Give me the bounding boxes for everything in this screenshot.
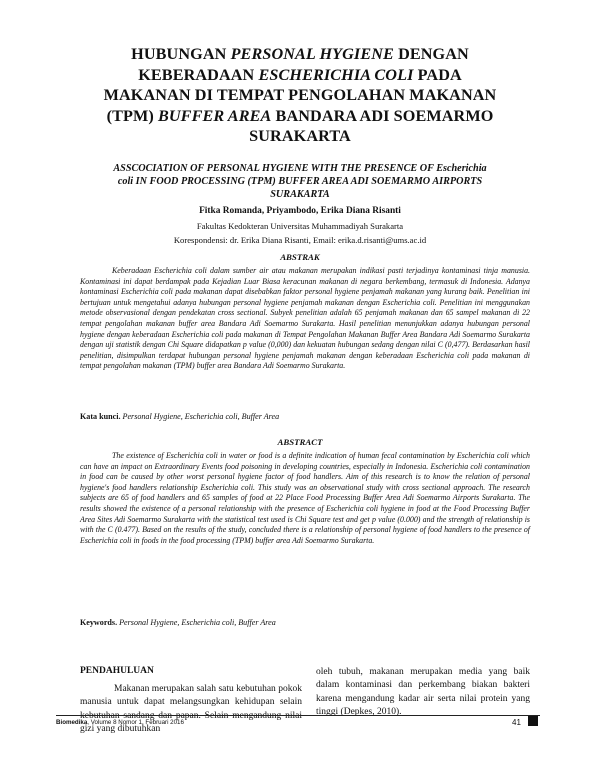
abstract-heading: ABSTRACT xyxy=(277,437,323,447)
title-text: BANDARA ADI SOEMARMO xyxy=(271,106,494,125)
title-italic: ESCHERICHIA COLI xyxy=(258,65,414,84)
keywords-label: Keywords. xyxy=(80,618,118,627)
english-title-line-2: coli IN FOOD PROCESSING (TPM) BUFFER AREA ADI SOEMARMO AIRPORTS xyxy=(117,176,483,187)
intro-left-column xyxy=(80,683,302,737)
footer-journal: Biomedika xyxy=(56,719,88,726)
title-line-5: SURAKARTA xyxy=(249,127,351,145)
footer-issue: , Volume 8 Nomor 1, Februari 2016 xyxy=(87,719,184,726)
title-line-1 xyxy=(60,44,540,65)
kata-kunci-label: Kata kunci. xyxy=(80,412,121,421)
article-title xyxy=(60,44,540,147)
title-text: (TPM) xyxy=(106,106,158,125)
author-list: Fitka Romanda, Priyambodo, Erika Diana Risanti xyxy=(199,206,401,216)
english-title-line-3: SURAKARTA xyxy=(270,189,330,200)
abstrak-body: Keberadaan Escherichia coli dalam sumber air atau makanan merupakan indikasi pasti terjadinya kontaminasi tinja manusia. Kontaminasi ini dapat berdampak pada Kejadian Luar Biasa keracunan makanan di negara berkembang, termasuk di Indonesia. Adanya kontaminasi Escherichia coli pada makanan dapat disebabkan faktor personal hygiene penjamah makanan yang kurang baik. Penelitian ini bertujuan untuk mengetahui adanya hubungan personal hygiene penjamah makanan dengan Escherichia coli. Penelitian ini menggunakan metode observasional dengan pendekatan cross sectional. Subyek penelitian adalah 65 penjamah makanan dan 65 sampel makanan di 22 tempat pengolahan makanan buffer area Bandara Adi Soemarmo Surakarta. Hasil penelitian menunjukkan adanya hubungan personal hygiene dengan keberadaan Escherichia coli pada makanan di Tempat Pengolahan Makanan Buffer Area Bandara Adi Soemarmo Surakarta dengan uji statistik dengan Chi Square didapatkan p value (0,000) dan kekuatan hubungan sedang dengan nilai C (0,477). Berdasarkan hasil penelitian, disimpulkan terdapat hubungan personal hygiene penjamah makanan dengan keberadaan Escherichia coli pada makanan di tempat pengolahan makanan (TPM) buffer area Bandara Adi Soemarmo Surakarta. xyxy=(80,266,530,371)
abstrak-heading: ABSTRAK xyxy=(280,252,320,262)
title-text: DENGAN xyxy=(393,45,469,63)
page-number: 41 xyxy=(512,718,521,727)
keywords-value: Personal Hygiene, Escherichia coli, Buffer Area xyxy=(117,618,276,627)
title-text: KEBERADAAN xyxy=(138,65,259,84)
title-line-2 xyxy=(60,65,540,86)
footer-citation xyxy=(56,719,184,726)
english-title xyxy=(84,162,516,201)
intro-right-column: oleh tubuh, makanan merupakan media yang baik dalam kontaminasi dan perkembang biakan bakteri karena mengandung kadar air serta nilai protein yang tinggi (Depkes, 2010). xyxy=(316,667,530,718)
title-text: PADA xyxy=(413,65,462,84)
intro-left-text: Makanan merupakan salah satu kebutuhan pokok manusia untuk dapat melangsungkan kehidupan selain kebutuhan sandang dan papan. Selain mengandung nilai gizi yang dibutuhkan xyxy=(80,684,302,735)
footer-divider xyxy=(56,715,540,716)
pendahuluan-heading: PENDAHULUAN xyxy=(80,666,154,676)
title-italic: BUFFER AREA xyxy=(157,106,272,125)
title-text: HUBUNGAN xyxy=(131,45,231,63)
title-line-3: MAKANAN DI TEMPAT PENGOLAHAN MAKANAN xyxy=(103,86,497,104)
correspondence: Korespondensi: dr. Erika Diana Risanti, Email: erika.d.risanti@ums.ac.id xyxy=(173,235,427,245)
kata-kunci-value: Personal Hygiene, Escherichia coli, Buffer Area xyxy=(120,412,280,421)
affiliation: Fakultas Kedokteran Universitas Muhammadiyah Surakarta xyxy=(196,221,404,231)
title-italic: PERSONAL HYGIENE xyxy=(230,45,394,63)
page-marker-square xyxy=(528,716,538,726)
kata-kunci xyxy=(80,412,530,421)
keywords xyxy=(80,618,530,627)
english-title-line-1: ASSCOCIATION OF PERSONAL HYGIENE WITH THE PRESENCE OF Escherichia xyxy=(113,163,487,174)
title-line-4 xyxy=(60,106,540,127)
abstract-body: The existence of Escherichia coli in water or food is a definite indication of human fecal contamination by Escherichia coli which can have an impact on Extraordinary Events food poisoning in developing countries, especially in Indonesia. Escherichia coli contamination in food can be caused by other worst personal hygiene factor of food handlers. Aim of this research is to know the relation of personal hygiene's food handlers relationship Escherichia coli. This study was an observational study with cross sectional approach. The research subjects are 65 of food handlers and 65 samples of food at 22 Place Food Processing Buffer Area Adi Soemarmo Airports Surakarta. The results showed the existence of a personal relationship with the presence of Escherichia coli hygiene in food at the Food Processing Buffer Area Sites Adi Soemarmo Surakarta with the statistical test used is Chi Square test and get p value (0.000) and the strength of relationship is with the C (0.477). Based on the results of the study, concluded there is a relationship of personal hygiene of food handlers to the presence of Escherichia coli in foods in the food processing (TPM) buffer area Adi Soemarmo Surakarta. xyxy=(80,451,530,545)
